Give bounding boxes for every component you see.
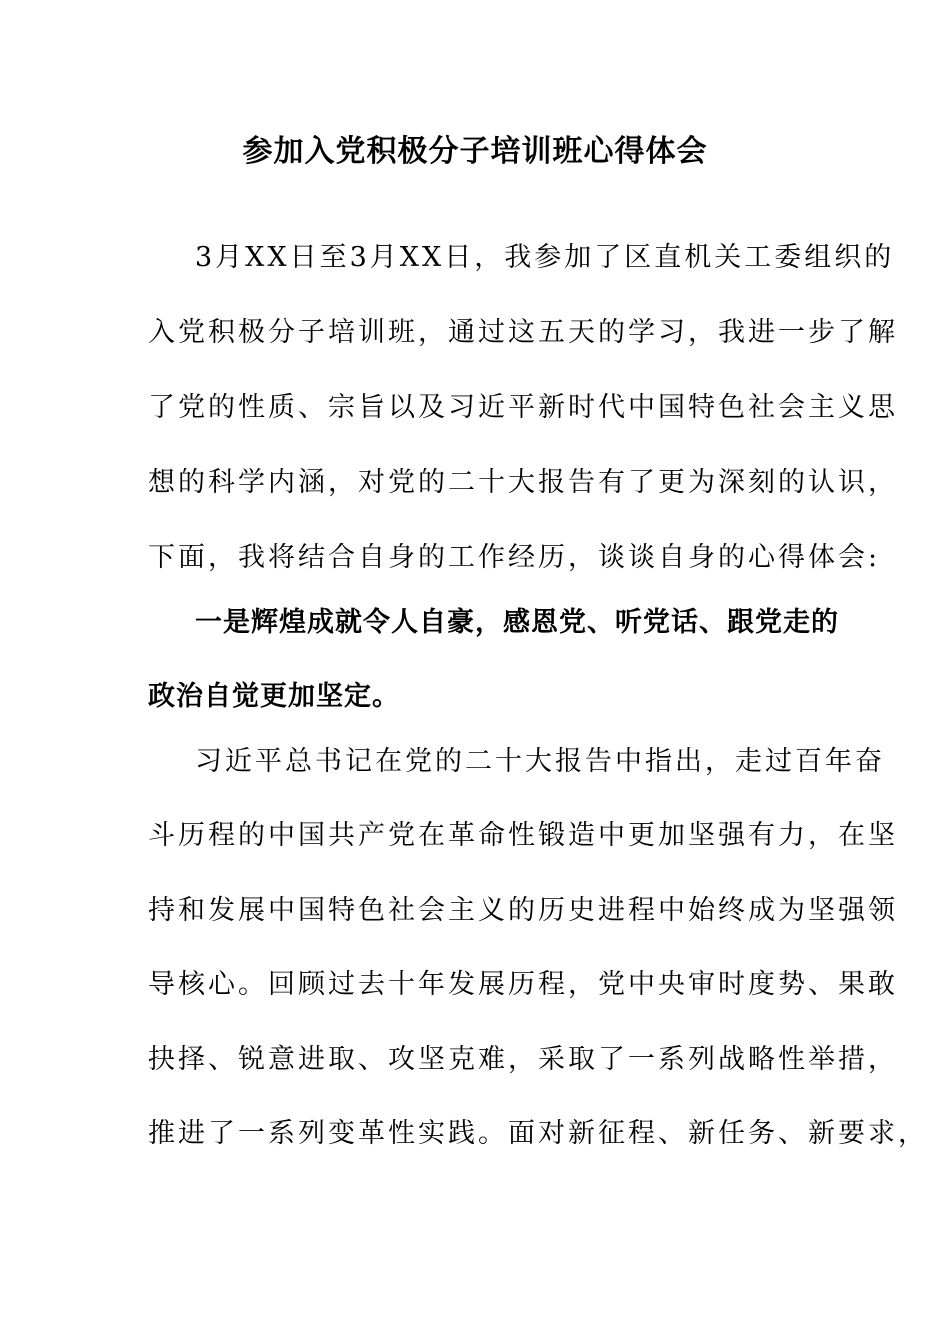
paragraph-2-line-4: 导核心。回顾过去十年发展历程，党中央审时度势、果敢 [148,969,898,1000]
document-title: 参加入党积极分子培训班心得体会 [242,134,708,169]
paragraph-1-line-3: 了党的性质、宗旨以及习近平新时代中国特色社会主义思 [148,392,898,423]
paragraph-1-line-1: 3月XX日至3月XX日，我参加了区直机关工委组织的 [195,242,895,273]
paragraph-2-line-6: 推进了一系列变革性实践。面对新征程、新任务、新要求， [148,1118,928,1149]
paragraph-1-line-5: 下面，我将结合自身的工作经历，谈谈自身的心得体会: [148,542,881,573]
heading-1-line-2: 政治自觉更加坚定。 [148,681,400,712]
paragraph-2-line-2: 斗历程的中国共产党在革命性锻造中更加坚强有力，在坚 [148,820,898,851]
heading-1-line-1: 一是辉煌成就令人自豪，感恩党、听党话、跟党走的 [195,607,839,638]
paragraph-2-line-1: 习近平总书记在党的二十大报告中指出，走过百年奋 [195,746,885,777]
paragraph-2-line-3: 持和发展中国特色社会主义的历史进程中始终成为坚强领 [148,895,898,926]
paragraph-1-line-4: 想的科学内涵，对党的二十大报告有了更为深刻的认识， [148,467,898,498]
paragraph-2-line-5: 抉择、锐意进取、攻坚克难，采取了一系列战略性举措， [148,1044,898,1075]
paragraph-1-line-2: 入党积极分子培训班，通过这五天的学习，我进一步了解 [148,317,898,348]
